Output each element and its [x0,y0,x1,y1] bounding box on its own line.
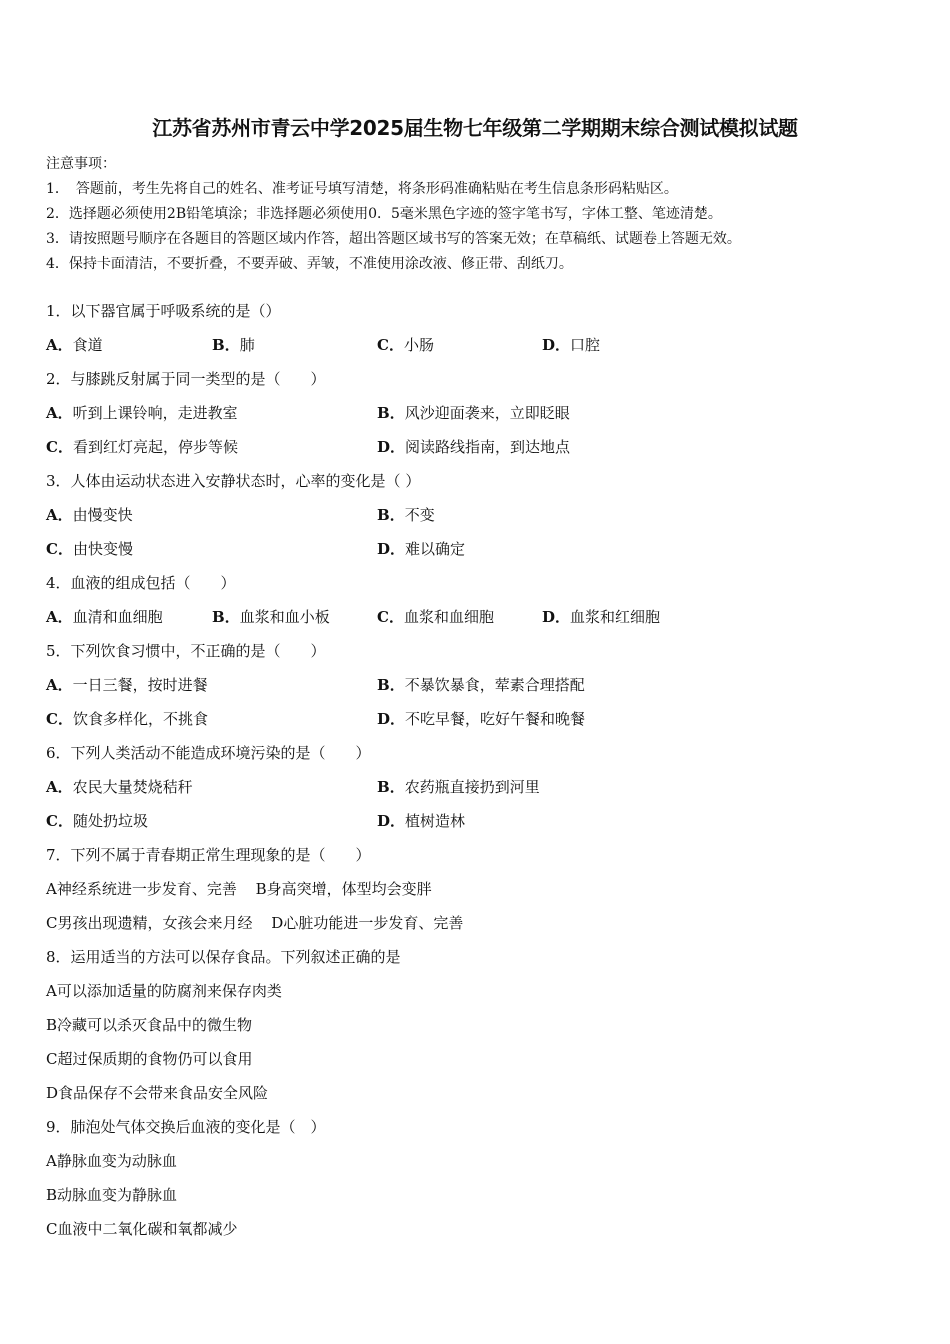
option: A ． 农民大量焚烧秸秆 [46,772,193,802]
option: B ． 肺 [212,330,255,360]
option: C ． 看到红灯亮起，停步等候 [46,432,238,462]
option: A静脉血变为动脉血 [46,1152,177,1170]
option-row [46,534,926,568]
option: B ． 风沙迎面袭来，立即眨眼 [377,398,570,428]
option: B冷藏可以杀灭食品中的微生物 [46,1016,253,1034]
question-stem: 7．下列不属于青春期正常生理现象的是（ ） [46,846,371,864]
option: C ． 随处扔垃圾 [46,806,148,836]
option: B身高突增，体型均会变胖 [255,880,432,898]
option: D ． 不吃早餐，吃好午餐和晚餐 [377,704,585,734]
option: D ． 难以确定 [377,534,465,564]
option: D ． 血浆和红细胞 [542,602,660,632]
option: D ． 植树造林 [377,806,465,836]
option-row [46,1078,926,1112]
question-stem: 5．下列饮食习惯中，不正确的是（ ） [46,642,326,660]
option: B动脉血变为静脉血 [46,1186,178,1204]
notice-item: 2．选择题必须使用2B铅笔填涂；非选择题必须使用0．5毫米黑色字迹的签字笔书写，字体工整、笔迹清楚。 [46,206,722,222]
option: D ． 口腔 [542,330,600,360]
option: B ． 农药瓶直接扔到河里 [377,772,540,802]
question-stem: 3．人体由运动状态进入安静状态时，心率的变化是（ ） [46,472,421,490]
option-row [46,908,926,942]
option-row [46,432,926,466]
option: D心脏功能进一步发育、完善 [271,914,464,932]
option: C ． 小肠 [377,330,434,360]
notice-item: 4．保持卡面清洁，不要折叠，不要弄破、弄皱，不准使用涂改液、修正带、刮纸刀。 [46,256,573,272]
option-row [46,1180,926,1214]
option: C超过保质期的食物仍可以食用 [46,1050,253,1068]
option-row [46,874,926,908]
question-stem: 8．运用适当的方法可以保存食品。下列叙述正确的是 [46,948,401,966]
option: A ． 一日三餐，按时进餐 [46,670,208,700]
question-stem: 9．肺泡处气体交换后血液的变化是（ ） [46,1118,326,1136]
option-row [46,1146,926,1180]
option: A可以添加适量的防腐剂来保存肉类 [46,982,282,1000]
option-row [46,772,926,806]
option-row [46,1214,926,1248]
notice-item: 1． 答题前，考生先将自己的姓名、准考证号填写清楚，将条形码准确粘贴在考生信息条形码粘贴区。 [46,181,678,197]
question-stem: 4．血液的组成包括（ ） [46,574,236,592]
option: A ． 血清和血细胞 [46,602,163,632]
option-row [46,976,926,1010]
option: C血液中二氧化碳和氧都减少 [46,1220,238,1238]
notice-section [46,152,926,277]
option: A ． 听到上课铃响，走进教室 [46,398,238,428]
option-row [46,806,926,840]
option-row [46,602,926,636]
option: C ． 血浆和血细胞 [377,602,494,632]
option-row [46,330,926,364]
question-stem: 2．与膝跳反射属于同一类型的是（ ） [46,370,326,388]
option: A ． 食道 [46,330,103,360]
option-row [46,500,926,534]
notice-item: 3．请按照题号顺序在各题目的答题区域内作答，超出答题区域书写的答案无效；在草稿纸、试题卷上答题无效。 [46,231,741,247]
option: C ． 由快变慢 [46,534,133,564]
option: A神经系统进一步发育、完善 [46,880,237,898]
notice-heading: 注意事项： [46,156,116,172]
question-stem: 6．下列人类活动不能造成环境污染的是（ ） [46,744,371,762]
question-list [46,296,926,1248]
option: A ． 由慢变快 [46,500,133,530]
option: B ． 不暴饮暴食，荤素合理搭配 [377,670,585,700]
option-row [46,704,926,738]
option: B ． 血浆和血小板 [212,602,330,632]
option: D ． 阅读路线指南，到达地点 [377,432,570,462]
option-row [46,670,926,704]
option: C ． 饮食多样化，不挑食 [46,704,208,734]
question-stem: 1．以下器官属于呼吸系统的是（） [46,302,281,320]
option-row [46,1044,926,1078]
option: C男孩出现遗精，女孩会来月经 [46,914,253,932]
option-row [46,1010,926,1044]
option: D食品保存不会带来食品安全风险 [46,1084,269,1102]
option-row [46,398,926,432]
option: B ． 不变 [377,500,435,530]
page-title: 江苏省苏州市青云中学2025届生物七年级第二学期期末综合测试模拟试题 [152,116,798,140]
